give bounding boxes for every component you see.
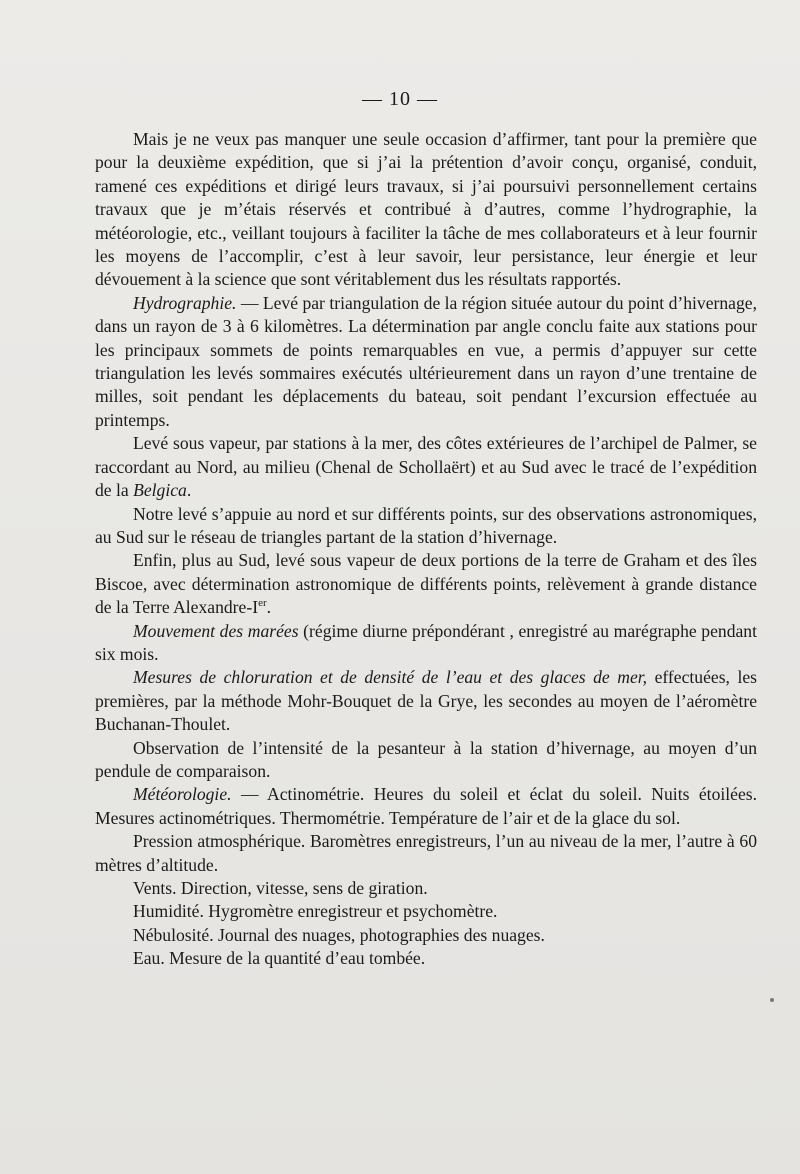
paragraph-text: Notre levé s’appuie au nord et sur différents points, sur des observations astronomiques, au Sud sur le réseau de triangles partant de la station d’hivernage. — [95, 503, 757, 547]
paragraph-graham — [95, 549, 757, 619]
paragraph-meteorologie — [95, 783, 757, 830]
paragraph-chloruration — [95, 666, 757, 736]
paragraph-text: effectuées, les premières, par la méthode Mohr-Bouquet de la Grye, les secondes au moyen de l’aéromètre Buchanan-Thoulet. — [95, 667, 758, 735]
section-heading-meteorologie: Météorologie. — [133, 784, 232, 805]
paragraph-leve-vapeur — [95, 432, 757, 502]
paragraph-text: Mais je ne veux pas manquer une seule occasion d’affirmer, tant pour la première que pour la deuxième expédition, que si j’ai la prétention d’avoir conçu, organisé, conduit, ramené ces expéditions et dirigé leurs travaux, si j’ai poursuivi personnellement certains travaux que je m’étais réservés et contribué à d’autres, comme l’hydrographie, la météorologie, etc., veillant toujours à faciliter la tâche de mes collaborateurs et à leur fournir les moyens de l’accomplir, c’est à leur savoir, leur persistance, leur énergie et leur dévouement à la science que sont véritablement dus les résultats rapportés. — [95, 129, 757, 290]
paragraph-text: — Levé par triangulation de la région située autour du point d’hivernage, dans un rayon de 3 à 6 kilomètres. La détermination par angle conclu faite aux stations pour les principaux sommets de points remarquables en vue, a permis d’appuyer sur cette triangulation les levés sommaires exécutés ultérieurement dans un rayon d’une trentaine de milles, soit pendant les déplacements du bateau, soit pendant l’excursion effectuée au printemps. — [95, 292, 757, 430]
paragraph-text: Levé sous vapeur, par stations à la mer, des côtes extérieures de l’archipel de Palmer, se raccordant au Nord, au milieu (Chenal de Schollaërt) et au Sud avec le tracé de l’expédition de la — [95, 433, 757, 501]
paragraph-text: Pression atmosphérique. Baromètres enregistreurs, l’un au niveau de la mer, l’autre à 60 mètres d’altitude. — [95, 831, 757, 875]
paragraph-pesanteur — [95, 737, 757, 784]
paragraph-intro — [95, 128, 757, 292]
paragraph-text: Observation de l’intensité de la pesanteur à la station d’hivernage, au moyen d’un pendule de comparaison. — [95, 737, 757, 781]
paragraph-text: Enfin, plus au Sud, levé sous vapeur de deux portions de la terre de Graham et des îles Biscoe, avec détermination astronomique de différents points, relèvement à grande distance de la Terre Alexandre-I — [95, 550, 757, 618]
paragraph-text: Vents. Direction, vitesse, sens de giration. — [133, 878, 428, 898]
superscript: er — [258, 597, 267, 610]
paragraph-end: . — [266, 597, 272, 618]
section-heading-chloruration: Mesures de chloruration et de densité de l’eau et des glaces de mer, — [133, 667, 648, 688]
section-heading-marees: Mouvement des marées — [133, 620, 299, 641]
paragraph-text: (régime diurne prépondérant , enregistré au marégraphe pendant six mois. — [95, 620, 757, 664]
paragraph-end: . — [186, 480, 192, 501]
paragraph-eau — [95, 947, 757, 970]
paragraph-humidite — [95, 900, 757, 923]
paragraph-text: Eau. Mesure de la quantité d’eau tombée. — [133, 948, 426, 969]
paragraph-text: Nébulosité. Journal des nuages, photographies des nuages. — [133, 924, 545, 945]
paragraph-text: — Actinométrie. Heures du soleil et éclat du soleil. Nuits étoilées. Mesures actinométriques. Thermométrie. Température de l’air et de la glace du sol. — [95, 784, 757, 828]
ship-name: Belgica — [133, 480, 187, 501]
paragraph-pression — [95, 830, 757, 877]
paragraph-vents — [95, 877, 757, 900]
page-number: — 10 — — [362, 88, 438, 110]
paragraph-leve-appui — [95, 503, 757, 550]
paragraph-marees — [95, 620, 757, 667]
section-heading-hydrographie: Hydrographie. — [133, 292, 237, 313]
body-text — [95, 128, 757, 971]
paragraph-nebulosite — [95, 924, 757, 947]
paragraph-text: Humidité. Hygromètre enregistreur et psychomètre. — [133, 901, 498, 922]
paragraph-hydrographie — [95, 292, 757, 432]
paper-speck — [770, 998, 774, 1002]
